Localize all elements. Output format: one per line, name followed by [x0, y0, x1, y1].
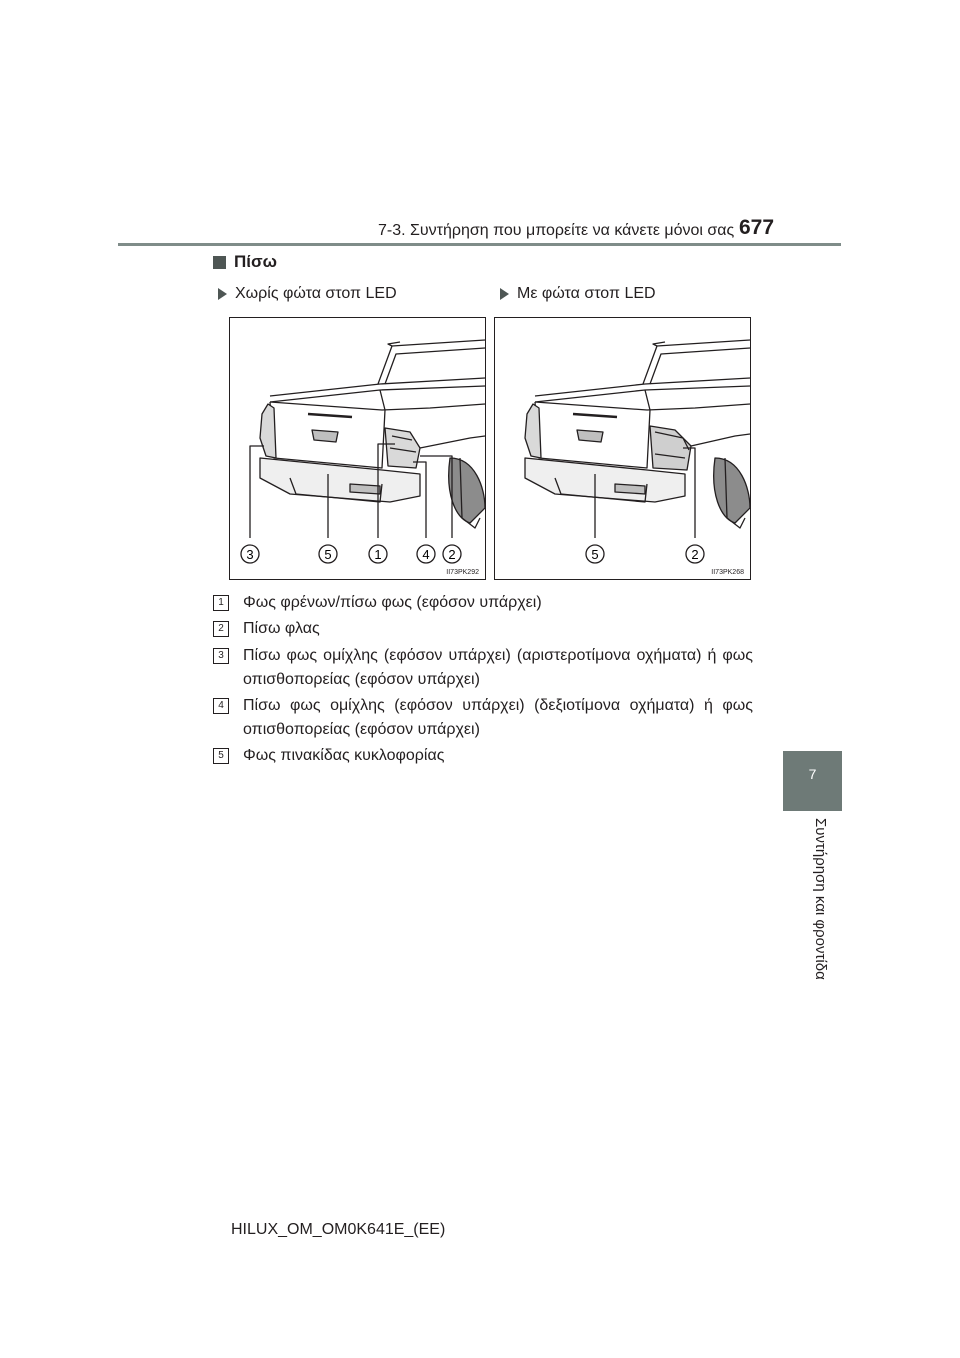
item-text: Φως πινακίδας κυκλοφορίας — [243, 747, 445, 764]
page-number: 677 — [739, 216, 775, 239]
list-item — [213, 617, 753, 641]
square-bullet-icon — [213, 256, 226, 269]
figure-code-right: II73PK268 — [711, 569, 744, 576]
footer-document-code: HILUX_OM_OM0K641E_(EE) — [231, 1221, 446, 1238]
chapter-number: 7 — [808, 766, 817, 782]
triangle-bullet-icon — [500, 288, 509, 300]
variant-label-left — [218, 285, 397, 303]
callout-5: 5 — [591, 547, 599, 562]
variant-label-right — [500, 285, 656, 303]
callout-3: 3 — [246, 547, 254, 562]
chapter-side-title: Συντήρηση και φροντίδα — [812, 818, 829, 980]
header-rule — [118, 243, 841, 246]
callout-group-right — [586, 545, 704, 563]
item-text: Πίσω φλας — [243, 620, 320, 637]
figure-truck-rear-led — [494, 317, 751, 580]
item-text: Πίσω φως ομίχλης (εφόσον υπάρχει) (αριστεροτίμονα οχήματα) ή φως οπισθοπορείας (εφόσον υπάρχει) — [243, 647, 753, 688]
item-number-box: 2 — [213, 621, 229, 637]
callout-2: 2 — [448, 547, 456, 562]
section-heading-text: Πίσω — [234, 252, 277, 271]
item-number-box: 5 — [213, 748, 229, 764]
item-text: Πίσω φως ομίχλης (εφόσον υπάρχει) (δεξιοτίμονα οχήματα) ή φως οπισθοπορείας (εφόσον υπάρχει) — [243, 697, 753, 738]
callout-group-left — [241, 545, 461, 563]
callout-2: 2 — [691, 547, 699, 562]
list-item — [213, 644, 753, 692]
callout-4: 4 — [422, 547, 430, 562]
list-item — [213, 694, 753, 742]
figure-truck-rear-no-led — [229, 317, 486, 580]
variant-right-text: Με φώτα στοπ LED — [517, 285, 656, 302]
truck-rear-illustration-right — [495, 318, 750, 579]
triangle-bullet-icon — [218, 288, 227, 300]
truck-rear-illustration-left — [230, 318, 485, 579]
item-number-box: 4 — [213, 698, 229, 714]
item-number-box: 3 — [213, 648, 229, 664]
callout-1: 1 — [374, 547, 382, 562]
section-heading — [213, 252, 277, 272]
list-item — [213, 591, 753, 615]
list-item — [213, 744, 753, 768]
header-section-title: 7-3. Συντήρηση που μπορείτε να κάνετε μόνοι σας — [378, 222, 735, 239]
variant-left-text: Χωρίς φώτα στοπ LED — [235, 285, 397, 302]
item-text: Φως φρένων/πίσω φως (εφόσον υπάρχει) — [243, 594, 542, 611]
item-number-box: 1 — [213, 595, 229, 611]
callout-5: 5 — [324, 547, 332, 562]
figure-code-left: II73PK292 — [446, 569, 479, 576]
